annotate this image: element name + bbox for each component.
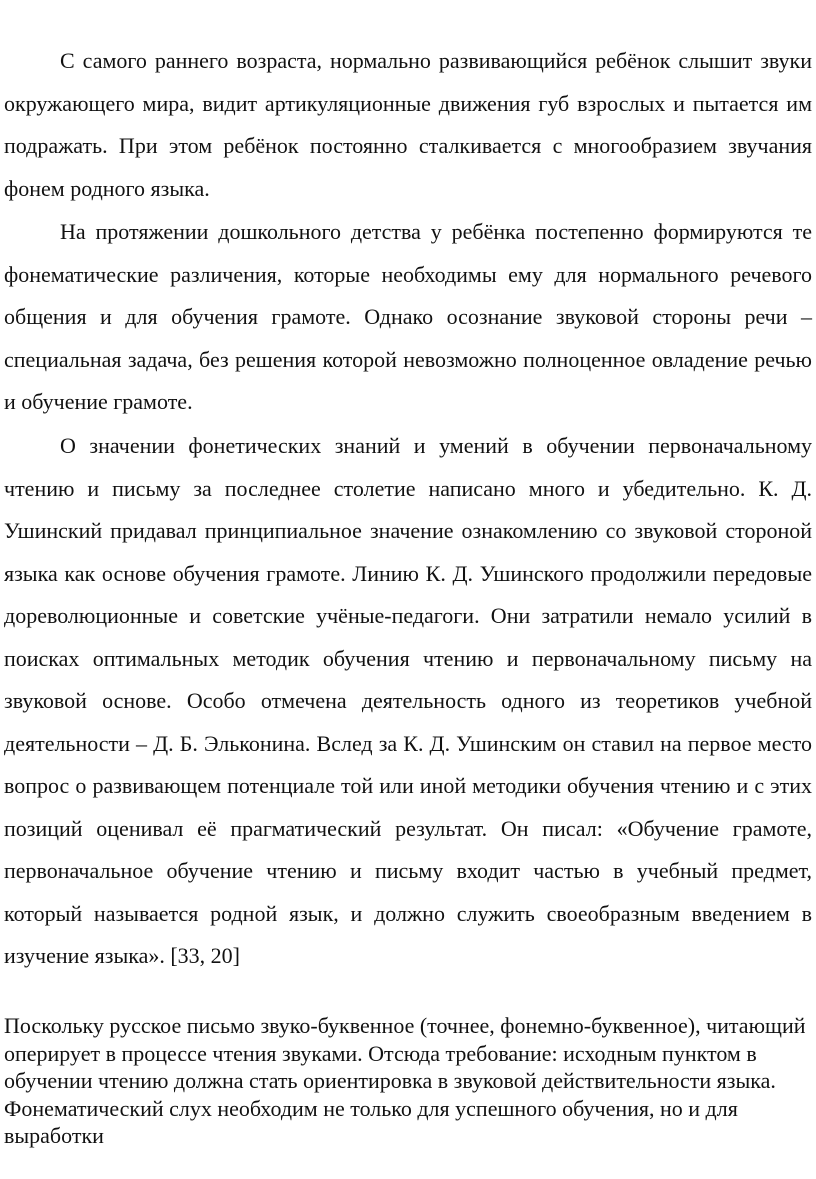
paragraph-2: На протяжении дошкольного детства у ребёнка постепенно формируются те фонематические различения, которые необходимы ему для нормального речевого общения и для обучения грамоте. Однако осознание звуковой стороны речи – специальная задача, без решения которой невозможно полноценное овладение речью и обучение грамоте. [4, 219, 812, 414]
paragraph-3: О значении фонетических знаний и умений в обучении первоначальному чтению и письму за последнее столетие написано много и убедительно. К. Д. Ушинский придавал принципиальное значение ознакомлению со звуковой стороной языка как основе обучения грамоте. Линию К. Д. Ушинского продолжили передовые дореволюционные и советские учёные-педагоги. Они затратили немало усилий в поисках оптимальных методик обучения чтению и первоначальному письму на звуковой основе. Особо отмечена деятельность одного из теоретиков учебной деятельности – Д. Б. Эльконина. Вслед за К. Д. Ушинским он ставил на первое место вопрос о развивающем потенциале той или иной методики обучения чтению и с этих позиций оценивал её прагматический результат. Он писал: «Обучение грамоте, первоначальное обучение чтению и письму входит частью в учебный предмет, который называется родной язык, и должно служить своеобразным введением в изучение языка». [33, 20] [4, 433, 812, 968]
paragraph-4: Поскольку русское письмо звуко-буквенное (точнее, фонемно-буквенное), читающий оперирует в процессе чтения звуками. Отсюда требование: исходным пунктом в обучении чтению должна стать ориентировка в звуковой действительности языка. Фонематический слух необходим не только для успешного обучения, но и для выработки [4, 1013, 806, 1148]
paragraph-1: С самого раннего возраста, нормально развивающийся ребёнок слышит звуки окружающего мира, видит артикуляционные движения губ взрослых и пытается им подражать. При этом ребёнок постоянно сталкивается с многообразием звучания фонем родного языка. [4, 48, 812, 201]
